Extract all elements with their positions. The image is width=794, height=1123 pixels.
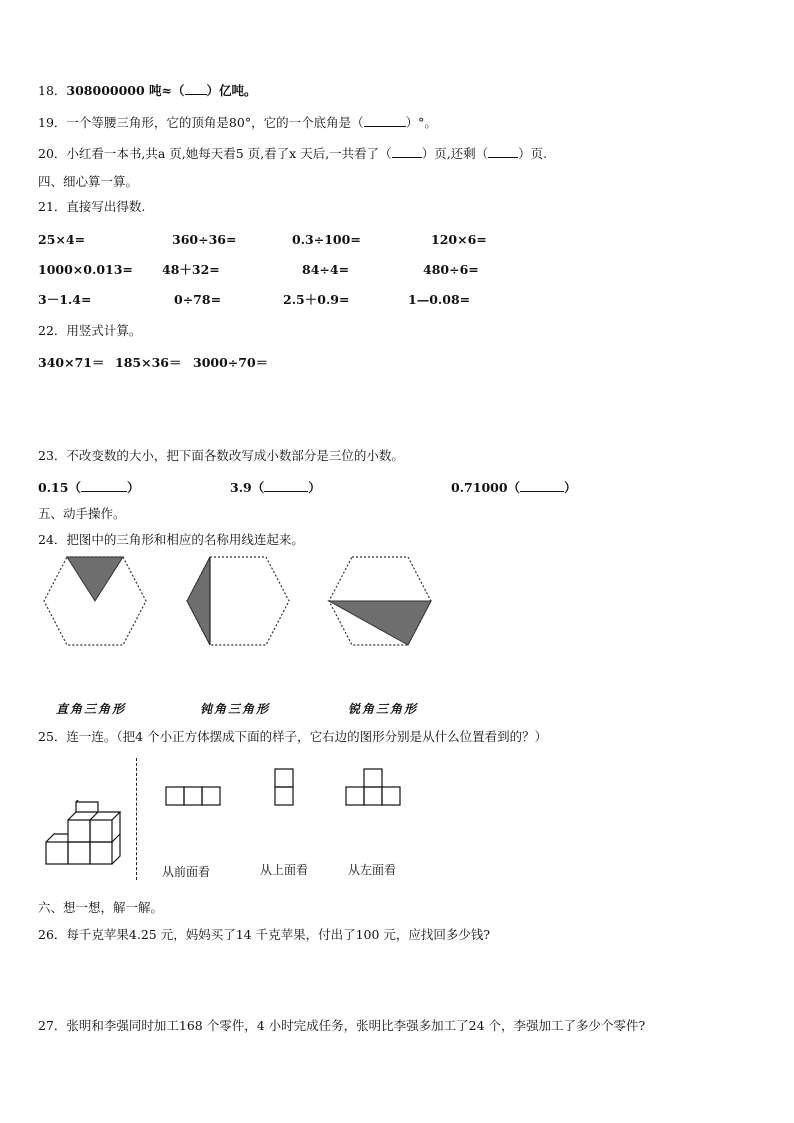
triangle-label-acute: 锐角三角形 [348, 702, 419, 716]
question-23-title: 23．不改变数的大小，把下面各数改写成小数部分是三位的小数。 [38, 448, 404, 463]
answer-blank[interactable] [364, 115, 406, 127]
calc-item: 360÷36= [172, 232, 237, 247]
divider-dashed [136, 758, 137, 880]
calc-item: 25×4= [38, 232, 86, 247]
calc-item: 120×6= [431, 232, 487, 247]
decimal-item [451, 480, 577, 496]
question-text: 308000000 吨≈（ [66, 83, 185, 98]
calc-item: 3－1.4= [38, 292, 92, 307]
calc-item: 84÷4= [302, 262, 350, 277]
view-figure-2 [274, 768, 296, 806]
question-number: 20． [38, 146, 67, 161]
calc-item: 48＋32= [162, 262, 220, 277]
view-label-left: 从左面看 [348, 863, 397, 877]
question-text: ）页,还剩（ [421, 146, 489, 161]
section-heading-4: 四、细心算一算。 [38, 174, 139, 189]
answer-blank[interactable] [520, 480, 564, 492]
paren-close: ） [126, 480, 140, 495]
section-heading-5: 五、动手操作。 [38, 506, 126, 521]
question-26: 26．每千克苹果4.25 元，妈妈买了14 千克苹果，付出了100 元，应找回多少钱? [38, 927, 491, 942]
answer-blank[interactable] [488, 146, 518, 158]
cube-stack-figure [44, 800, 124, 866]
answer-blank[interactable] [392, 146, 422, 158]
paren-close: ） [308, 480, 321, 495]
question-text: 一个等腰三角形，它的顶角是80°，它的一个底角是（ [66, 115, 364, 130]
triangle-label-obtuse: 钝角三角形 [200, 702, 271, 716]
view-label-top: 从上面看 [260, 863, 309, 877]
calc-item: 1—0.08= [408, 292, 471, 307]
hexagon-figure-2 [183, 555, 293, 647]
question-text: ）亿吨。 [206, 83, 257, 98]
vertical-calc-item: 340×71＝ [38, 355, 105, 370]
calc-item: 1000×0.013= [38, 262, 133, 277]
answer-blank[interactable] [185, 83, 207, 95]
question-24-title: 24．把图中的三角形和相应的名称用线连起来。 [38, 532, 304, 547]
decimal-item [38, 480, 139, 496]
question-18 [38, 83, 257, 99]
decimal-item [230, 480, 321, 496]
view-figure-1 [165, 786, 223, 806]
hexagon-figure-3 [325, 555, 435, 647]
calc-item: 2.5＋0.9= [283, 292, 350, 307]
question-text: 小红看一本书,共a 页,她每天看5 页,看了x 天后,一共看了（ [66, 146, 392, 161]
view-figure-3 [345, 768, 403, 806]
question-text: ）页. [518, 146, 548, 161]
answer-blank[interactable] [264, 480, 308, 492]
question-number: 18． [38, 83, 67, 98]
decimal-value: 0.15（ [38, 480, 81, 495]
answer-blank[interactable] [81, 480, 127, 492]
vertical-calc-item: 3000÷70＝ [193, 355, 269, 370]
decimal-value: 3.9（ [230, 480, 265, 495]
question-number: 19． [38, 115, 67, 130]
decimal-value: 0.71000（ [451, 480, 521, 495]
calc-item: 0÷78= [174, 292, 222, 307]
question-20 [38, 146, 547, 162]
question-25-title: 25．连一连。（把4 个小正方体摆成下面的样子，它右边的图形分别是从什么位置看到的？） [38, 729, 548, 744]
calc-item: 480÷6= [423, 262, 479, 277]
triangle-label-right: 直角三角形 [56, 702, 127, 716]
paren-close: ） [564, 480, 577, 495]
question-27: 27．张明和李强同时加工168 个零件，4 小时完成任务，张明比李强多加工了24 个，李强加工了多少个零件? [38, 1018, 646, 1033]
question-22-title: 22．用竖式计算。 [38, 323, 142, 338]
section-heading-6: 六、想一想，解一解。 [38, 900, 164, 915]
question-19 [38, 115, 437, 131]
question-text: ）°。 [405, 115, 437, 130]
view-label-front: 从前面看 [162, 865, 211, 879]
question-21-title: 21．直接写出得数. [38, 199, 146, 214]
vertical-calc-item: 185×36＝ [115, 355, 182, 370]
hexagon-figure-1 [40, 555, 150, 647]
calc-item: 0.3÷100= [292, 232, 361, 247]
